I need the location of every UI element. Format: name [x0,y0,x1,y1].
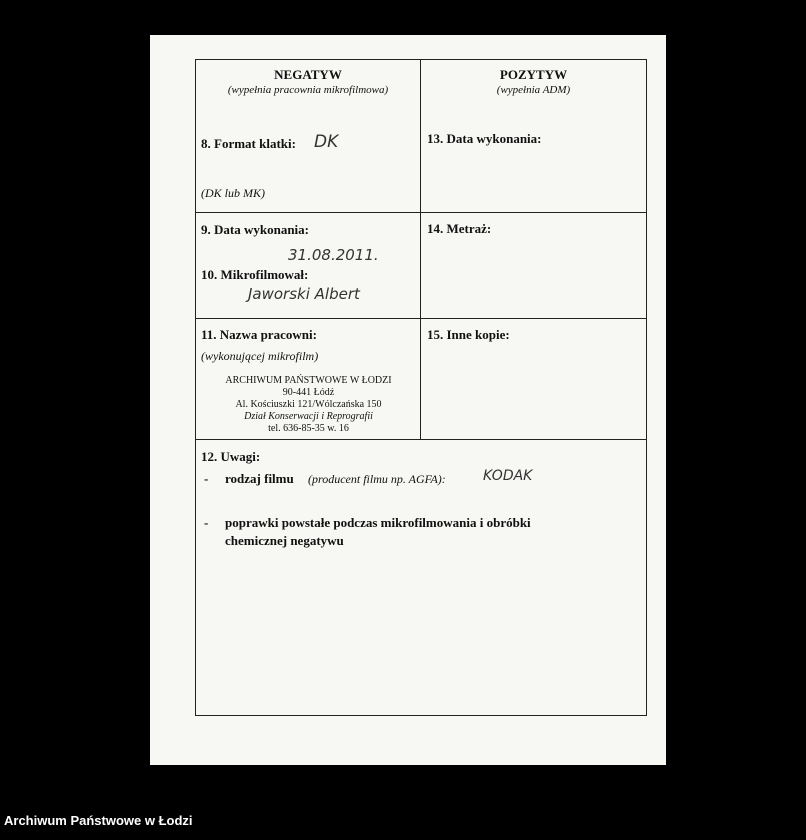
lab-stamp [196,375,421,435]
uwagi-label: 12. Uwagi: [201,449,261,464]
length-label: 14. Metraż: [427,221,492,236]
pozytyw-title: POZYTYW [499,67,568,82]
stamp-line3: Al. Kościuszki 121/Wólczańska 150 [235,399,382,410]
form-grid [195,59,647,716]
copies-label: 15. Inne kopie: [427,327,510,342]
filmed-by-label: 10. Mikrofilmował: [201,267,309,282]
stamp-line2: 90-441 Łódź [282,387,335,398]
format-hint: (DK lub MK) [201,186,265,200]
corrections-line1: poprawki powstałe podczas mikrofilmowania i obróbki [225,515,531,530]
film-type-value: KODAK [483,468,533,484]
archive-footer: Archiwum Państwowe w Łodzi [4,813,193,828]
negatyw-date-cell [196,213,421,319]
microfilm-card [150,35,666,765]
negatyw-subtitle: (wypełnia pracownia mikrofilmowa) [227,84,389,96]
bullet-1: - [204,471,209,486]
corrections-line2: chemicznej negatywu [225,533,344,548]
pozytyw-header-cell [421,60,646,213]
negatyw-lab-cell [196,319,421,440]
date-value: 31.08.2011. [288,246,379,264]
film-type-label: rodzaj filmu [225,471,294,486]
lab-hint: (wykonującej mikrofilm) [201,349,319,363]
format-value: DK [314,132,339,152]
lab-label: 11. Nazwa pracowni: [201,327,317,342]
stamp-line1: ARCHIWUM PAŃSTWOWE W ŁODZI [225,375,392,386]
pozytyw-length-cell [421,213,646,319]
pozytyw-subtitle: (wypełnia ADM) [496,84,571,96]
negatyw-title: NEGATYW [274,67,342,82]
film-type-hint: (producent filmu np. AGFA): [308,472,446,486]
date-label: 9. Data wykonania: [201,222,309,237]
bullet-2: - [204,515,209,530]
format-label: 8. Format klatki: [201,136,296,151]
stamp-line4: Dział Konserwacji i Reprografii [244,411,373,422]
pozytyw-date-label: 13. Data wykonania: [427,131,542,146]
stamp-line5: tel. 636-85-35 w. 16 [268,423,349,434]
pozytyw-copies-cell [421,319,646,440]
filmed-by-value: Jaworski Albert [248,285,360,303]
negatyw-header-cell [196,60,421,213]
uwagi-cell [196,440,646,715]
